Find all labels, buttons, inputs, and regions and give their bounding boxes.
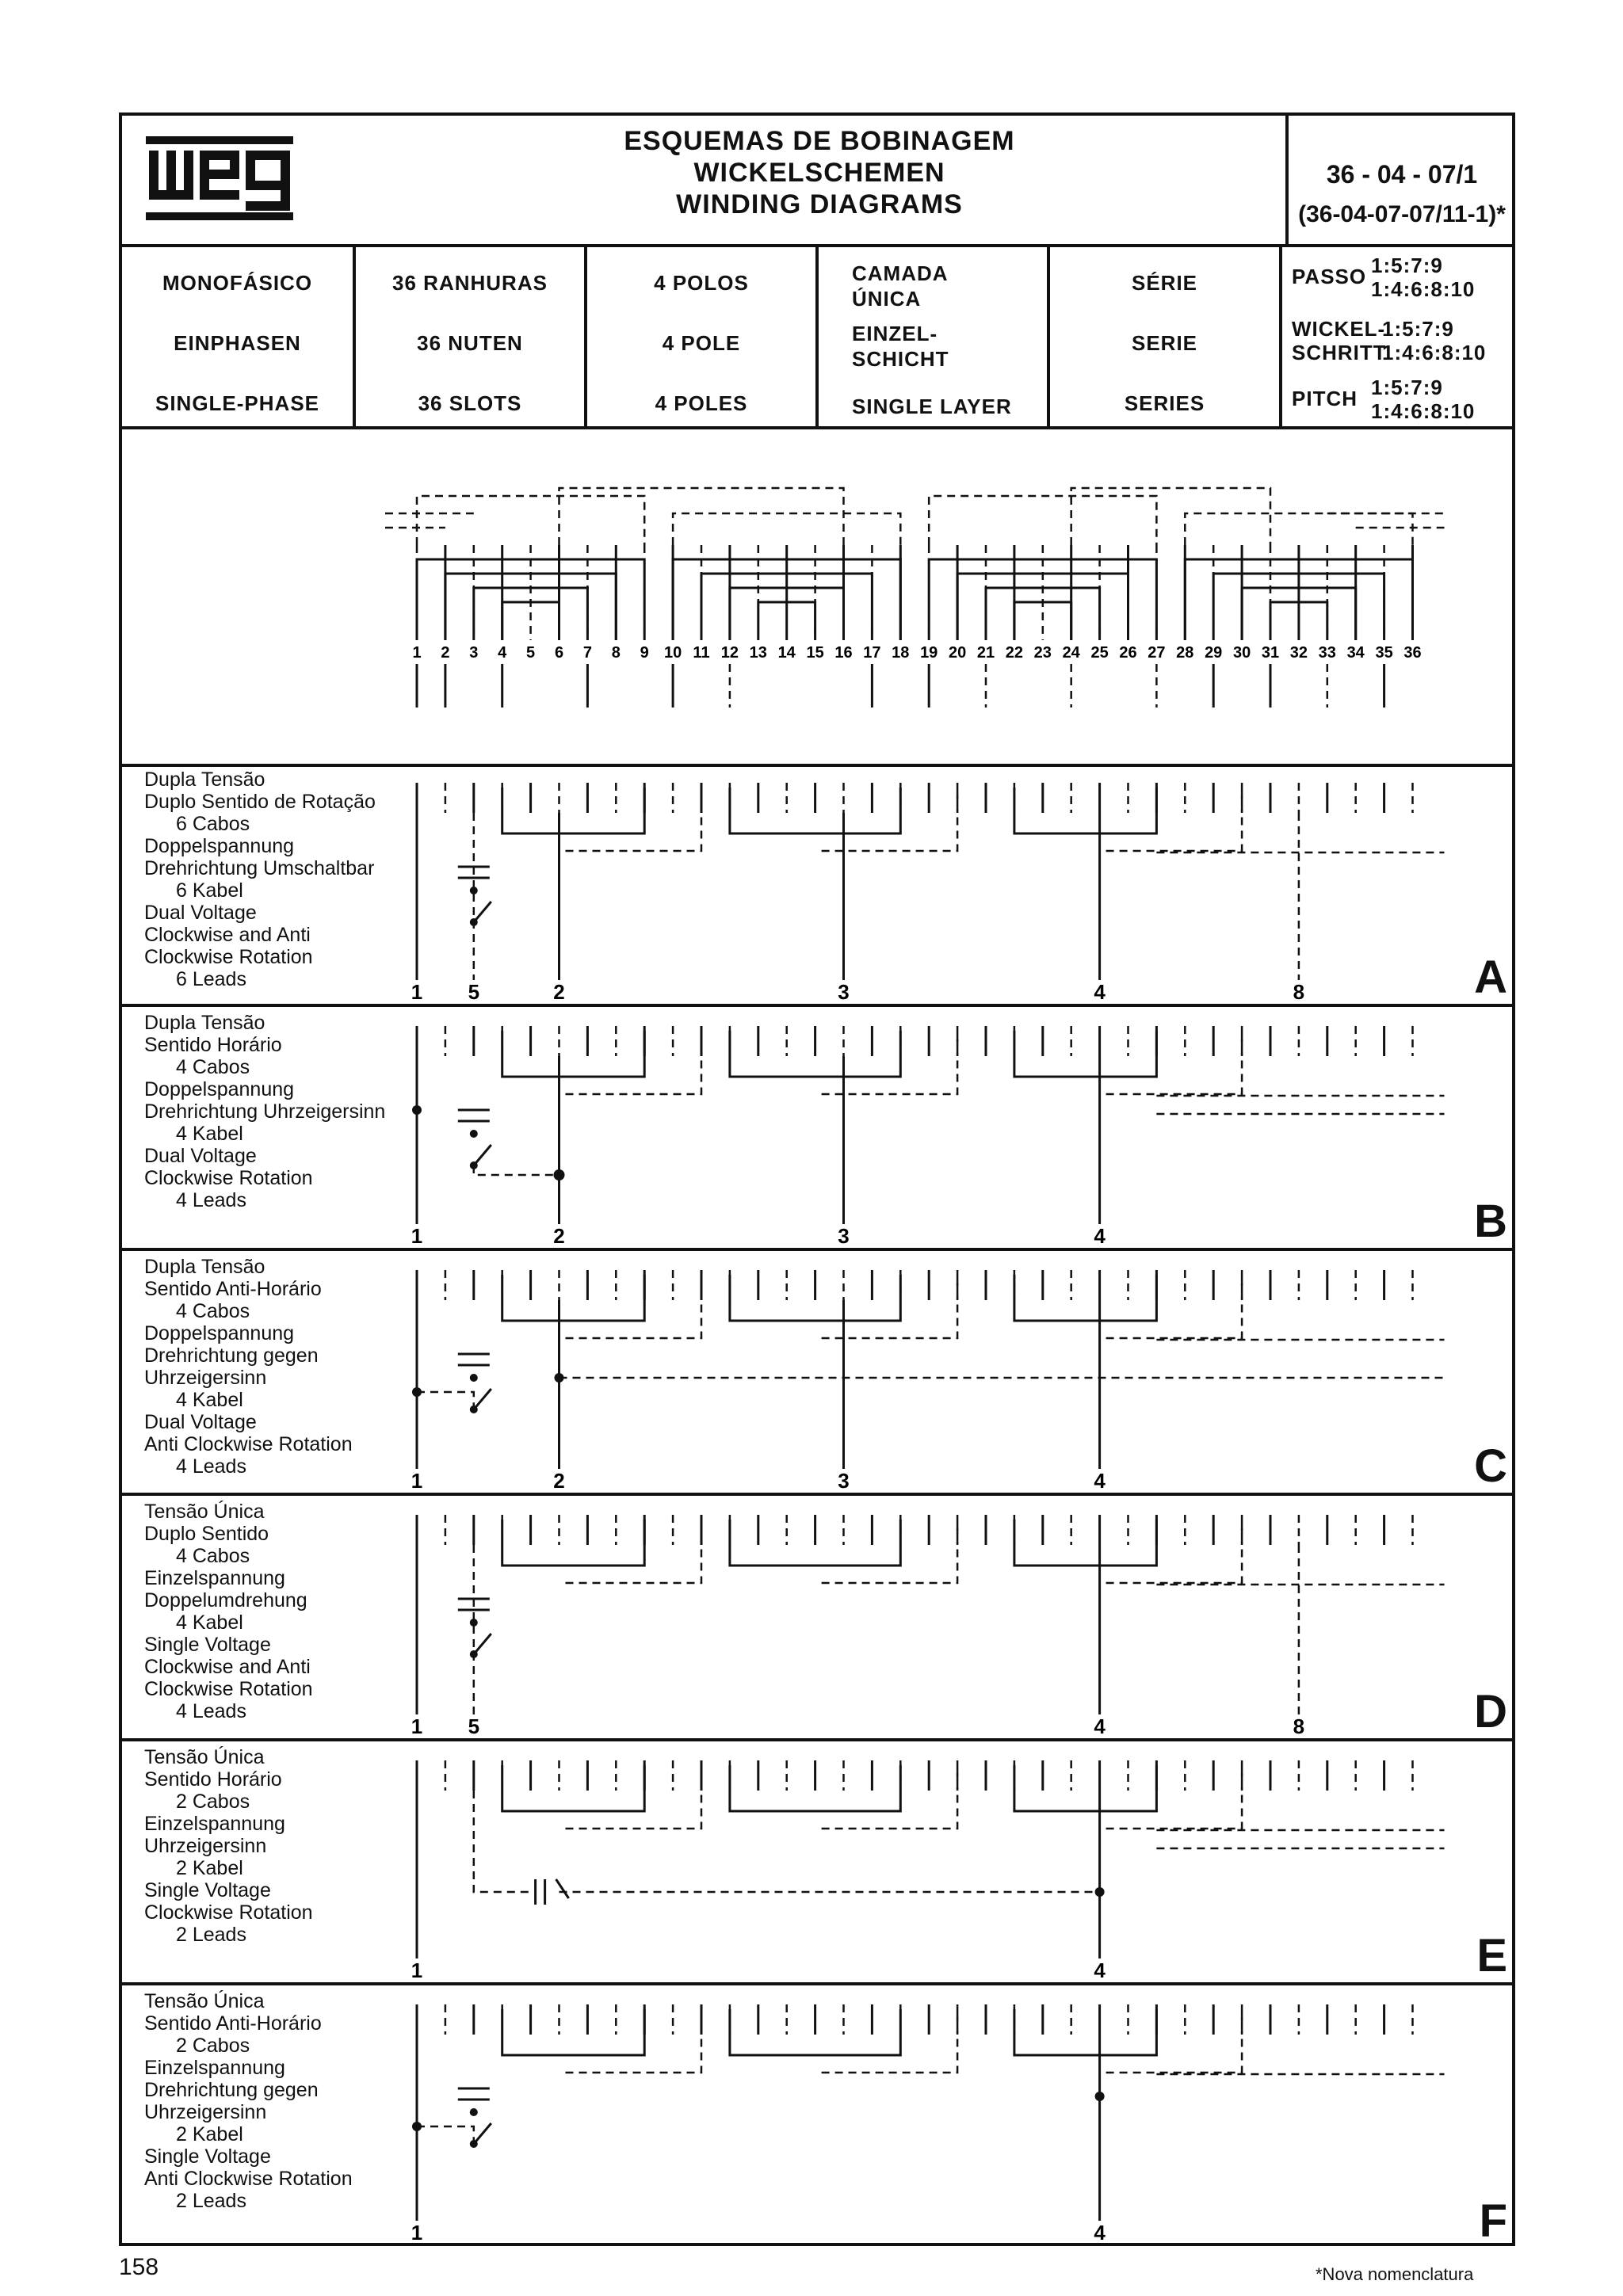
coil-bracket [502, 1520, 645, 1566]
row-label-line: Tensão Única [144, 1990, 265, 2012]
pitch-value-en-2: 1:4:6:8:10 [1371, 399, 1476, 423]
row-label-line: Anti Clockwise Rotation [144, 2168, 353, 2190]
coil-link [822, 1520, 958, 1583]
row-label-line: Single Voltage [144, 2145, 271, 2168]
row-label-line: Tensão Única [144, 1746, 265, 1768]
centrifugal-switch [474, 902, 491, 922]
row-label-line: Drehrichtung gegen [144, 2079, 319, 2101]
slot-number: 18 [892, 644, 910, 662]
spec-table [122, 244, 1512, 429]
row-schematic [122, 1007, 1512, 1251]
junction-dot [412, 2122, 422, 2131]
spec-connection-en: SERIES [1124, 391, 1205, 415]
row-label-line: Drehrichtung Uhrzeigersinn [144, 1100, 386, 1123]
switch-contact [470, 887, 478, 894]
lead-number: 1 [411, 1714, 423, 1738]
row-label-line: 6 Leads [176, 968, 246, 990]
spec-layer-pt-1: CAMADA [852, 261, 949, 285]
slot-number: 36 [1403, 644, 1422, 662]
coil-bracket [502, 788, 645, 833]
row-label-line: 4 Kabel [176, 1611, 243, 1634]
coil-link [1106, 1275, 1243, 1338]
lead-dash [417, 1392, 474, 1409]
slot-number: 2 [441, 644, 450, 662]
lead-number: 2 [553, 1469, 565, 1493]
winding-diagram [122, 426, 1512, 767]
coil-link [822, 2009, 958, 2073]
coil-bracket [1014, 1765, 1157, 1811]
coil-bracket [1014, 1275, 1157, 1321]
row-label-line: Clockwise Rotation [144, 1678, 313, 1700]
slot-number: 15 [806, 644, 824, 662]
slot-number: 33 [1318, 644, 1336, 662]
row-schematic [122, 1251, 1512, 1496]
pitch-value-pt-2: 1:4:6:8:10 [1371, 277, 1476, 301]
coil-link [1106, 2009, 1243, 2073]
junction-dot [554, 1169, 565, 1180]
row-letter: F [1479, 2195, 1507, 2247]
spec-phase-de: EINPHASEN [174, 331, 301, 355]
diagram-code-box [1285, 116, 1515, 244]
coil-link [566, 1765, 702, 1829]
row-label-line: Dupla Tensão [144, 1012, 265, 1034]
row-letter: D [1474, 1686, 1507, 1737]
row-label-line: 4 Leads [176, 1455, 246, 1478]
lead-number: 5 [468, 980, 480, 1004]
row-label-line: 2 Kabel [176, 1857, 243, 1879]
spec-layer-de-2: SCHICHT [852, 347, 949, 371]
coil-link [566, 1275, 702, 1338]
lead-dash [417, 2126, 474, 2144]
row-label-line: Dupla Tensão [144, 769, 265, 791]
spec-slots-pt: 36 RANHURAS [392, 271, 548, 295]
row-label-line: Einzelspannung [144, 1567, 285, 1589]
row-label-line: Dual Voltage [144, 1411, 257, 1433]
row-label-line: Uhrzeigersinn [144, 1367, 267, 1389]
spec-phase [122, 244, 356, 426]
connection-row-c [122, 1251, 1512, 1496]
slot-number: 16 [834, 644, 853, 662]
centrifugal-switch [474, 2123, 491, 2144]
row-label-line: 2 Kabel [176, 2123, 243, 2145]
spec-poles-de: 4 POLE [662, 331, 741, 355]
spec-slots [356, 244, 587, 426]
coil-bracket [502, 1275, 645, 1321]
row-label-line: Clockwise and Anti [144, 1656, 311, 1678]
row-label-line: Single Voltage [144, 1879, 271, 1901]
winding-diagram-sheet [119, 113, 1515, 2246]
spec-layer-pt-2: ÚNICA [852, 287, 922, 311]
slot-number: 13 [749, 644, 767, 662]
spec-pitch [1282, 244, 1512, 426]
slot-number: 28 [1176, 644, 1194, 662]
coil-bracket [1014, 1031, 1157, 1077]
pitch-label-de-2: SCHRITT [1292, 341, 1387, 364]
slot-number: 17 [863, 644, 881, 662]
coil-bracket [1014, 788, 1157, 833]
coil-loop [502, 602, 559, 640]
row-letter: A [1474, 952, 1507, 1003]
spec-connection [1050, 244, 1282, 426]
row-label-line: Clockwise Rotation [144, 946, 313, 968]
header [122, 116, 1512, 247]
slot-number: 9 [640, 644, 649, 662]
connection-row-a [122, 764, 1512, 1007]
switch-contact [470, 1130, 478, 1138]
slot-number: 11 [693, 644, 710, 662]
junction-dot [412, 1105, 422, 1115]
switch-contact [470, 1374, 478, 1382]
coil-link [566, 2009, 702, 2073]
slot-number: 31 [1261, 644, 1280, 662]
slot-number: 25 [1090, 644, 1109, 662]
row-label-line: 4 Leads [176, 1700, 246, 1722]
row-schematic [122, 764, 1512, 1007]
coil-bracket [502, 2009, 645, 2055]
slot-number: 4 [498, 644, 507, 662]
slot-number: 23 [1033, 644, 1052, 662]
row-label-line: Sentido Anti-Horário [144, 2012, 322, 2035]
lead-dash [474, 1165, 559, 1175]
winding-diagram-drawing [122, 426, 1512, 764]
coil-loop [1014, 602, 1071, 640]
row-label-line: 4 Cabos [176, 1300, 250, 1322]
slot-number: 14 [777, 644, 796, 662]
row-label-line: Drehrichtung gegen [144, 1344, 319, 1367]
row-label-line: Doppelumdrehung [144, 1589, 307, 1611]
row-label-line: 4 Leads [176, 1189, 246, 1211]
row-label-line: Einzelspannung [144, 1813, 285, 1835]
slot-number: 35 [1375, 644, 1393, 662]
row-label-line: 2 Leads [176, 2190, 246, 2212]
diagram-code: 36 - 04 - 07/1 [1326, 160, 1478, 189]
row-label-line: Uhrzeigersinn [144, 2101, 267, 2123]
slot-number: 32 [1289, 644, 1308, 662]
coil-bracket [502, 1765, 645, 1811]
slot-number: 29 [1205, 644, 1223, 662]
lead-number: 2 [553, 1224, 565, 1248]
row-label-line: Sentido Anti-Horário [144, 1278, 322, 1300]
slot-number: 19 [920, 644, 938, 662]
spec-phase-en: SINGLE-PHASE [155, 391, 320, 415]
spec-connection-pt: SÉRIE [1131, 271, 1198, 295]
row-label-line: Single Voltage [144, 1634, 271, 1656]
lead-number: 4 [1094, 1224, 1106, 1248]
row-label-line: Einzelspannung [144, 2057, 285, 2079]
slot-number: 12 [720, 644, 739, 662]
row-label-line: Doppelspannung [144, 1078, 295, 1100]
row-label-line: Duplo Sentido de Rotação [144, 791, 376, 813]
pitch-value-en-1: 1:5:7:9 [1371, 376, 1443, 399]
junction-dot [412, 1387, 422, 1397]
lead-number: 8 [1293, 1714, 1305, 1738]
spec-slots-en: 36 SLOTS [418, 391, 522, 415]
row-letter: C [1474, 1440, 1507, 1492]
spec-connection-de: SERIE [1131, 331, 1198, 355]
row-label-line: 2 Leads [176, 1924, 246, 1946]
row-label-line: Dupla Tensão [144, 1256, 265, 1278]
coil-link [1106, 1520, 1243, 1583]
lead-number: 1 [411, 1469, 423, 1493]
lead-number: 4 [1094, 1958, 1106, 1982]
interconnection [1185, 513, 1412, 545]
slot-number: 21 [976, 644, 995, 662]
centrifugal-switch [474, 1389, 491, 1409]
row-label-line: Tensão Única [144, 1501, 265, 1523]
pitch-value-pt-1: 1:5:7:9 [1371, 254, 1443, 277]
lead-number: 4 [1094, 2221, 1106, 2245]
coil-link [1106, 1031, 1243, 1094]
pitch-label-en: PITCH [1292, 387, 1358, 410]
switch-contact [470, 918, 478, 926]
slot-number: 20 [948, 644, 967, 662]
row-label-line: Anti Clockwise Rotation [144, 1433, 353, 1455]
spec-layer [819, 244, 1050, 426]
coil-link [566, 788, 702, 851]
row-label-line: Clockwise and Anti [144, 924, 311, 946]
lead-number: 1 [411, 2221, 423, 2245]
lead-number: 1 [411, 1224, 423, 1248]
pitch-label-de-1: WICKEL- [1292, 317, 1386, 341]
footnote: *Nova nomenclatura [1316, 2264, 1474, 2284]
title-de: WICKELSCHEMEN [693, 158, 945, 188]
page-number: 158 [119, 2254, 159, 2280]
lead-number: 4 [1094, 1469, 1106, 1493]
connection-row-d [122, 1496, 1512, 1741]
slot-number: 26 [1119, 644, 1137, 662]
interconnection [929, 496, 1156, 545]
coil-link [1106, 1765, 1243, 1829]
spec-layer-de-1: EINZEL- [852, 322, 938, 345]
slot-number: 27 [1148, 644, 1166, 662]
spec-phase-pt: MONOFÁSICO [162, 271, 313, 295]
coil-link [822, 1031, 958, 1094]
lead-number: 4 [1094, 980, 1106, 1004]
row-label-line: 4 Cabos [176, 1056, 250, 1078]
row-label-line: Doppelspannung [144, 1322, 295, 1344]
title-en: WINDING DIAGRAMS [676, 189, 963, 219]
slot-number: 24 [1062, 644, 1080, 662]
connection-row-b [122, 1007, 1512, 1251]
row-letter: E [1476, 1930, 1507, 1981]
lead-number: 1 [411, 1958, 423, 1982]
row-label-line: Sentido Horário [144, 1034, 282, 1056]
spec-poles-en: 4 POLES [655, 391, 748, 415]
slot-number: 30 [1232, 644, 1251, 662]
pitch-value-de-1: 1:5:7:9 [1382, 317, 1454, 341]
coil-link [822, 1275, 958, 1338]
slot-number: 34 [1346, 644, 1365, 662]
row-label-line: Clockwise Rotation [144, 1167, 313, 1189]
lead-number: 1 [411, 980, 423, 1004]
row-label-line: 4 Kabel [176, 1389, 243, 1411]
connection-row-e [122, 1741, 1512, 1985]
switch-contact [470, 2108, 478, 2116]
slot-number: 22 [1005, 644, 1024, 662]
diagram-code-new: (36-04-07-07/11-1)* [1298, 201, 1506, 227]
junction-dot [1095, 2092, 1105, 2101]
row-label-line: Drehrichtung Umschaltbar [144, 857, 375, 879]
row-label-line: 6 Cabos [176, 813, 250, 835]
slot-number: 7 [582, 644, 592, 662]
slot-number: 5 [526, 644, 536, 662]
lead-number: 5 [468, 1714, 480, 1738]
row-label-line: Sentido Horário [144, 1768, 282, 1791]
slot-number: 3 [469, 644, 479, 662]
interconnection [417, 496, 644, 545]
pitch-value-de-2: 1:4:6:8:10 [1382, 341, 1487, 364]
row-label-line: 2 Cabos [176, 1791, 250, 1813]
title-pt: ESQUEMAS DE BOBINAGEM [624, 126, 1015, 156]
centrifugal-switch [474, 1145, 491, 1165]
slot-number: 6 [554, 644, 564, 662]
interconnection [673, 513, 900, 545]
row-label-line: Clockwise Rotation [144, 1901, 313, 1924]
spec-slots-de: 36 NUTEN [417, 331, 523, 355]
connection-row-f [122, 1985, 1512, 2248]
coil-link [566, 1031, 702, 1094]
coil-link [822, 1765, 958, 1829]
spec-poles-pt: 4 POLOS [654, 271, 749, 295]
coil-link [566, 1520, 702, 1583]
row-schematic [122, 1741, 1512, 1985]
lead-number: 2 [553, 980, 565, 1004]
coil-bracket [502, 1031, 645, 1077]
title-block [360, 125, 1279, 220]
spec-layer-en: SINGLE LAYER [852, 395, 1012, 418]
lead-number: 4 [1094, 1714, 1106, 1738]
coil-link [822, 788, 958, 851]
row-label-line: Dual Voltage [144, 902, 257, 924]
junction-dot [1095, 1887, 1105, 1897]
centrifugal-switch [556, 1879, 569, 1898]
row-schematic [122, 1496, 1512, 1741]
row-label-line: 2 Cabos [176, 2035, 250, 2057]
centrifugal-switch [474, 1634, 491, 1654]
row-label-line: Uhrzeigersinn [144, 1835, 267, 1857]
lead-number: 8 [1293, 980, 1305, 1004]
slot-number: 1 [412, 644, 422, 662]
junction-dot [555, 1373, 564, 1383]
slot-number: 8 [611, 644, 621, 662]
spec-poles [587, 244, 819, 426]
row-label-line: Dual Voltage [144, 1145, 257, 1167]
coil-link [1106, 788, 1243, 851]
lead-number: 3 [838, 980, 850, 1004]
row-label-line: 6 Kabel [176, 879, 243, 902]
coil-bracket [1014, 2009, 1157, 2055]
row-label-line: 4 Cabos [176, 1545, 250, 1567]
weg-logo [122, 116, 352, 244]
switch-contact [470, 1650, 478, 1658]
coil-bracket [1014, 1520, 1157, 1566]
lead-number: 3 [838, 1224, 850, 1248]
row-schematic [122, 1985, 1512, 2248]
row-letter: B [1474, 1196, 1507, 1247]
lead-number: 3 [838, 1469, 850, 1493]
pitch-label-pt: PASSO [1292, 265, 1367, 288]
row-label-line: Doppelspannung [144, 835, 295, 857]
slot-number: 10 [663, 644, 682, 662]
switch-contact [470, 1619, 478, 1627]
row-label-line: 4 Kabel [176, 1123, 243, 1145]
row-label-line: Duplo Sentido [144, 1523, 269, 1545]
